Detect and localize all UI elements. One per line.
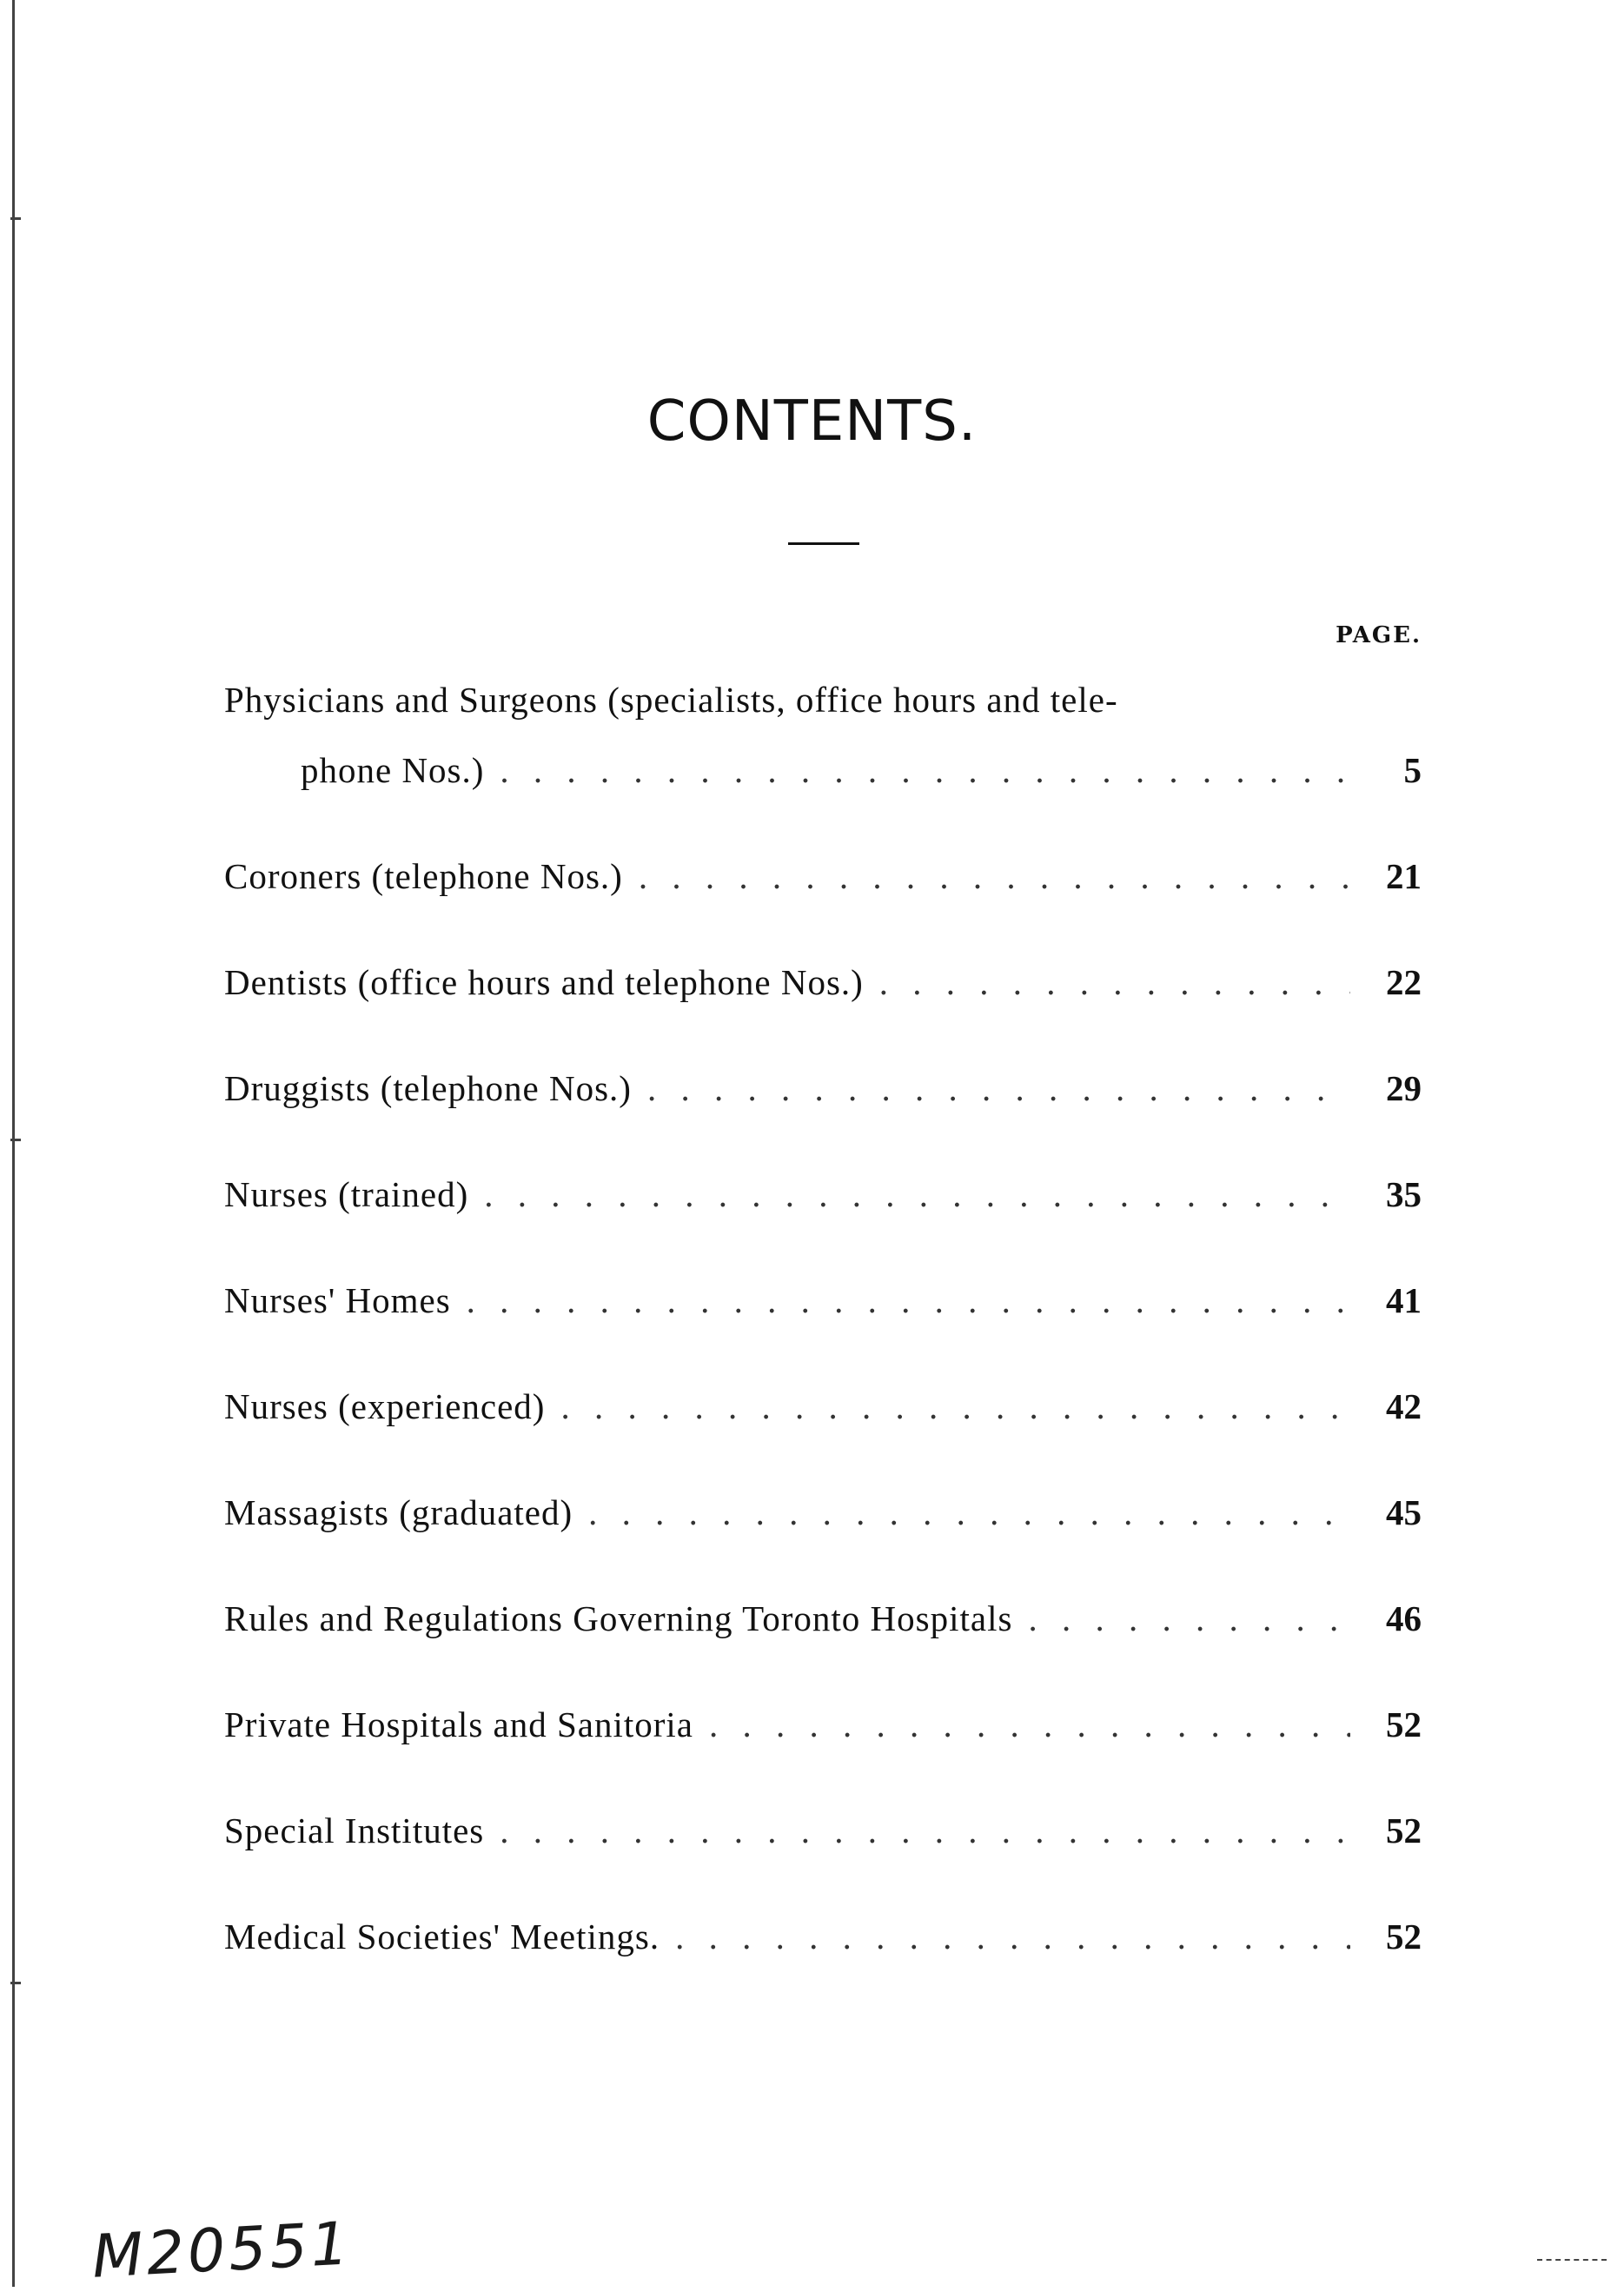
- toc-entry-label: Druggists (telephone Nos.): [224, 1068, 632, 1108]
- toc-entry-label: Massagists (graduated): [224, 1492, 573, 1532]
- page-column-heading: PAGE.: [1336, 622, 1422, 648]
- binding-notch: [10, 217, 21, 220]
- toc-entry[interactable]: [224, 1478, 1422, 1548]
- toc-page-number: 29: [1386, 1068, 1422, 1108]
- toc-page-number: 52: [1386, 1810, 1422, 1850]
- toc-entry-label: Physicians and Surgeons (specialists, office hours and tele-: [224, 680, 1118, 720]
- toc-entry[interactable]: [224, 1266, 1422, 1336]
- binding-edge: [12, 0, 19, 2287]
- toc-entry[interactable]: [224, 841, 1422, 912]
- toc-entry-label: Private Hospitals and Sanitoria: [224, 1704, 693, 1744]
- toc-page-number: 52: [1386, 1917, 1422, 1957]
- toc-entry[interactable]: [224, 1796, 1422, 1866]
- toc-entry[interactable]: [224, 947, 1422, 1018]
- table-of-contents: [224, 665, 1422, 2008]
- dot-leader: [588, 1478, 1350, 1548]
- toc-entry[interactable]: [224, 1053, 1422, 1124]
- toc-page-number: 41: [1386, 1280, 1422, 1320]
- toc-page-number: 5: [1403, 750, 1422, 790]
- toc-entry[interactable]: [224, 1902, 1422, 1972]
- toc-entry[interactable]: [224, 1690, 1422, 1760]
- toc-entry-label: Medical Societies' Meetings.: [224, 1917, 660, 1957]
- toc-entry[interactable]: [224, 1159, 1422, 1230]
- toc-page-number: 42: [1386, 1386, 1422, 1426]
- dot-leader: [879, 947, 1350, 1018]
- toc-page-number: 45: [1386, 1492, 1422, 1532]
- toc-entry-label: Rules and Regulations Governing Toronto Hospitals: [224, 1598, 1013, 1638]
- handwritten-shelf-mark: M20551: [90, 2209, 354, 2292]
- page-title: CONTENTS.: [646, 389, 978, 454]
- toc-entry-label: Nurses' Homes: [224, 1280, 451, 1320]
- toc-page-number: 52: [1386, 1704, 1422, 1744]
- binding-notch: [10, 1139, 21, 1141]
- toc-entry-label: Nurses (trained): [224, 1174, 469, 1214]
- dot-leader: [467, 1266, 1350, 1336]
- title-rule: [788, 542, 859, 545]
- toc-entry-label: Special Institutes: [224, 1810, 485, 1850]
- corner-mark: [1537, 2259, 1607, 2261]
- toc-entry[interactable]: [224, 665, 1422, 806]
- toc-entry-label: Nurses (experienced): [224, 1386, 546, 1426]
- dot-leader: [500, 735, 1350, 806]
- binding-notch: [10, 1982, 21, 1984]
- dot-leader: [709, 1690, 1350, 1760]
- toc-page-number: 35: [1386, 1174, 1422, 1214]
- toc-entry-label: Coroners (telephone Nos.): [224, 856, 623, 896]
- toc-entry[interactable]: [224, 1584, 1422, 1654]
- dot-leader: [1028, 1584, 1350, 1654]
- dot-leader: [675, 1902, 1350, 1972]
- toc-entry-label: Dentists (office hours and telephone Nos.): [224, 962, 864, 1002]
- dot-leader: [500, 1796, 1350, 1866]
- toc-entry-label-continued: phone Nos.): [301, 750, 485, 790]
- toc-page-number: 21: [1386, 856, 1422, 896]
- dot-leader: [560, 1372, 1350, 1442]
- toc-page-number: 46: [1386, 1598, 1422, 1638]
- toc-page-number: 22: [1386, 962, 1422, 1002]
- dot-leader: [639, 841, 1350, 912]
- dot-leader: [484, 1159, 1350, 1230]
- toc-entry[interactable]: [224, 1372, 1422, 1442]
- dot-leader: [647, 1053, 1350, 1124]
